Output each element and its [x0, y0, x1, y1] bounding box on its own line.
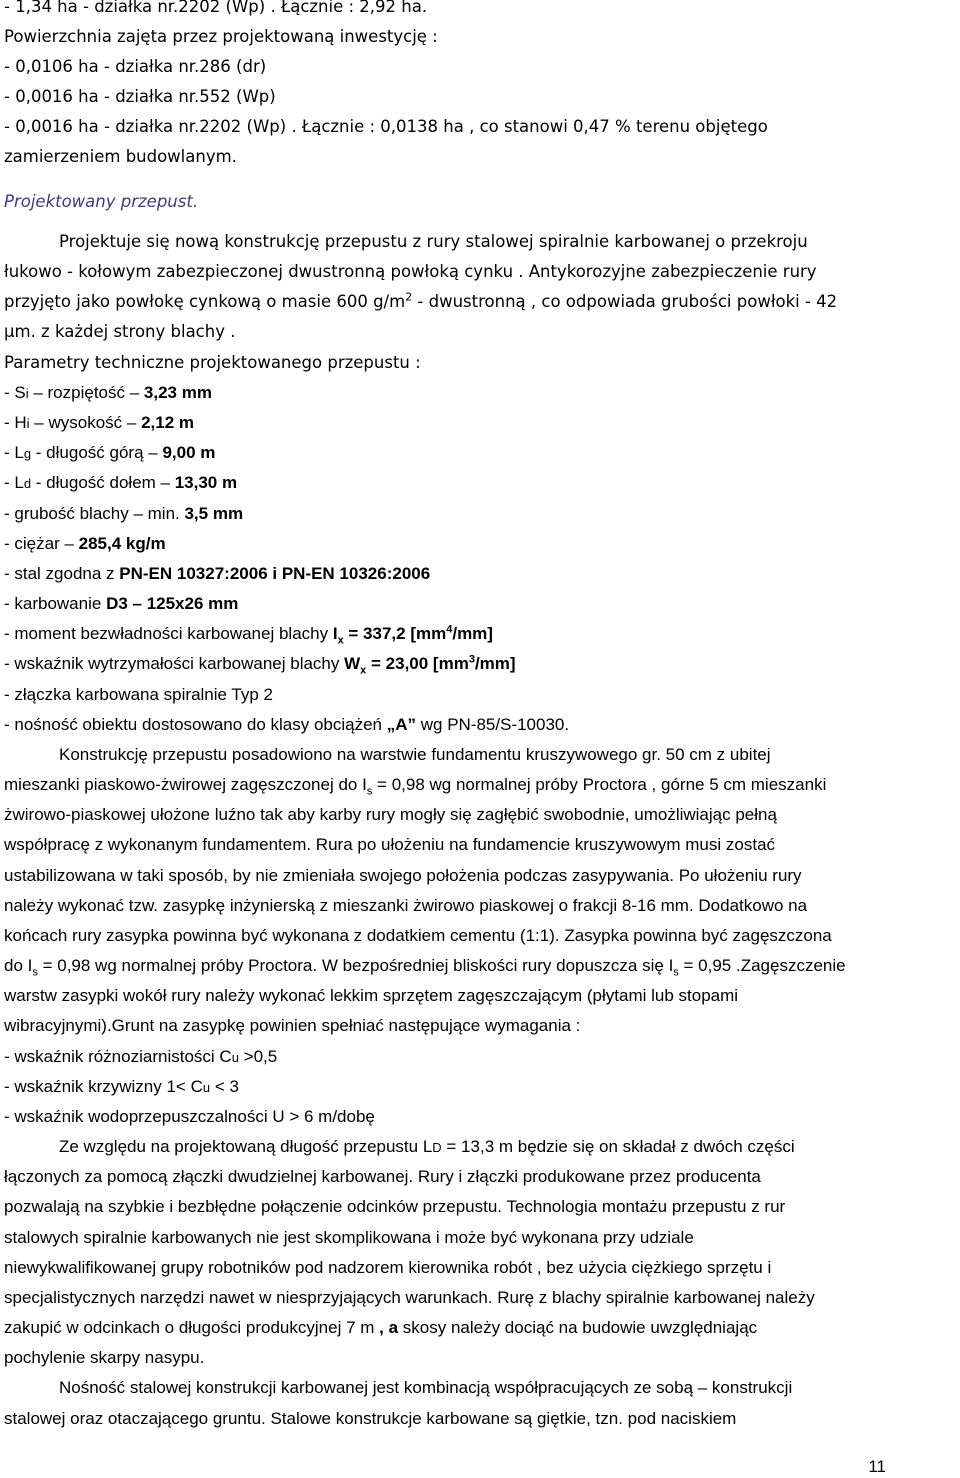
param-line: - złączka karbowana spiralnie Typ 2: [4, 685, 273, 704]
text-line: pozwalają na szybkie i bezbłędne połączenie odcinków przepustu. Technologia montażu przepustu z rur: [4, 1197, 786, 1216]
text-line: należy wykonać tzw. zasypkę inżynierską z mieszanki żwirowo piaskowej o frakcji 8-16 mm. Dodatkowo na: [4, 896, 808, 915]
text-line: łączonych za pomocą złączki dwudzielnej karbowanej. Rury i złączki produkowane przez producenta: [4, 1167, 761, 1186]
text-line: specjalistycznych narzędzi nawet w niesprzyjających warunkach. Rurę z blachy spiralnie karbowanej należy: [4, 1288, 815, 1307]
text-line: stalowych spiralnie karbowanych nie jest skomplikowana i może być wykonana przy udziale: [4, 1228, 694, 1247]
requirement-line: - wskaźnik krzywizny 1< Cu < 3: [4, 1077, 239, 1096]
param-line: - Ld - długość dołem – 13,30 m: [4, 473, 238, 492]
text-line: do $I_s = 0,98$ wg normalnej próby Proctora. W bezpośredniej bliskości rury dopuszcza się $I_s = 0,95$ .Zagęszczenie: [4, 956, 846, 979]
page-number: 11: [868, 1457, 886, 1476]
requirement-line: - wskaźnik wodoprzepuszczalności U > 6 m/dobę: [4, 1107, 375, 1126]
param-line: - Si – rozpiętość – 3,23 mm: [4, 383, 212, 402]
text-line: µm. z każdej strony blachy .: [4, 322, 236, 341]
param-line: - karbowanie D3 – 125x26 mm: [4, 594, 239, 613]
text-line: Projektuje się nową konstrukcję przepustu z rury stalowej spiralnie karbowanej o przekroju: [59, 232, 808, 251]
param-line: - nośność obiektu dostosowano do klasy obciążeń „A” wg PN-85/S-10030.: [4, 715, 570, 734]
text-line: Ze względu na projektowaną długość przepustu LD = 13,3 m będzie się on składał z dwóch części: [59, 1137, 795, 1156]
text-line: przyjęto jako powłokę cynkową o masie 600 $g/m^2$ - dwustronną , co odpowiada grubości powłoki - 42: [4, 290, 838, 311]
text-line: - 0,0016 ha - działka nr.552 (Wp): [4, 87, 276, 106]
param-line: - stal zgodna z PN-EN 10327:2006 i PN-EN 10326:2006: [4, 564, 431, 583]
text-line: łukowo - kołowym zabezpieczonej dwustronną powłoką cynku . Antykorozyjne zabezpieczenie rury: [4, 262, 817, 281]
text-line: zakupić w odcinkach o długości produkcyjnej 7 m , a skosy należy dociąć na budowie uwzględniając: [4, 1318, 758, 1337]
param-line: - grubość blachy – min. 3,5 mm: [4, 504, 244, 523]
text-line: współpracę z wykonanym fundamentem. Rura po ułożeniu na fundamencie kruszywowym musi zostać: [4, 835, 776, 854]
requirement-line: - wskaźnik różnoziarnistości Cu >0,5: [4, 1047, 278, 1066]
text-line: Powierzchnia zajęta przez projektowaną inwestycję :: [4, 27, 438, 46]
text-line: - 1,34 ha - działka nr.2202 (Wp) . Łącznie : 2,92 ha.: [4, 0, 428, 16]
param-line: - moment bezwładności karbowanej blachy $I_x = 337,2$ $[mm^4/mm]$: [4, 623, 493, 647]
text-line: stalowej oraz otaczającego gruntu. Stalowe konstrukcje karbowane są giętkie, tzn. pod naciskiem: [4, 1409, 737, 1428]
text-line: żwirowo-piaskowej ułożone luźno tak aby karby rury mogły się zagłębić swobodnie, umożliwiając pełną: [4, 805, 777, 824]
text-line: - 0,0106 ha - działka nr.286 (dr): [4, 57, 267, 76]
text-line: końcach rury zasypka powinna być wykonana z dodatkiem cementu (1:1). Zasypka powinna być zagęszczona: [4, 926, 832, 945]
param-line: - wskaźnik wytrzymałości karbowanej blachy $W_x = 23,00$ $[mm^3/mm]$: [4, 653, 516, 677]
param-line: - Hi – wysokość – 2,12 m: [4, 413, 194, 432]
section-heading: Projektowany przepust.: [4, 192, 199, 211]
text-line: Nośność stalowej konstrukcji karbowanej jest kombinacją współpracujących ze sobą – konstrukcji: [59, 1378, 793, 1397]
text-line: Parametry techniczne projektowanego przepustu :: [4, 353, 421, 372]
text-line: niewykwalifikowanej grupy robotników pod nadzorem kierownika robót , bez użycia ciężkiego sprzętu i: [4, 1258, 772, 1277]
param-line: - Lg - długość górą – 9,00 m: [4, 443, 216, 462]
text-line: Konstrukcję przepustu posadowiono na warstwie fundamentu kruszywowego gr. 50 cm z ubitej: [59, 745, 771, 764]
text-line: - 0,0016 ha - działka nr.2202 (Wp) . Łącznie : 0,0138 ha , co stanowi 0,47 % terenu objętego: [4, 117, 768, 136]
text-line: ustabilizowana w taki sposób, by nie zmieniała swojego położenia podczas zasypywania. Po ułożeniu rury: [4, 866, 802, 885]
text-line: zamierzeniem budowlanym.: [4, 147, 237, 166]
text-line: wibracyjnymi).Grunt na zasypkę powinien spełniać następujące wymagania :: [4, 1016, 581, 1035]
text-line: pochylenie skarpy nasypu.: [4, 1348, 205, 1367]
text-line: mieszanki piaskowo-żwirowej zagęszczonej do $I_s = 0,98$ wg normalnej próby Proctora , górne 5 cm mieszanki: [4, 775, 827, 798]
param-line: - ciężar – 285,4 kg/m: [4, 534, 166, 553]
text-line: warstw zasypki wokół rury należy wykonać lekkim sprzętem zagęszczającym (płytami lub stopami: [4, 986, 739, 1005]
